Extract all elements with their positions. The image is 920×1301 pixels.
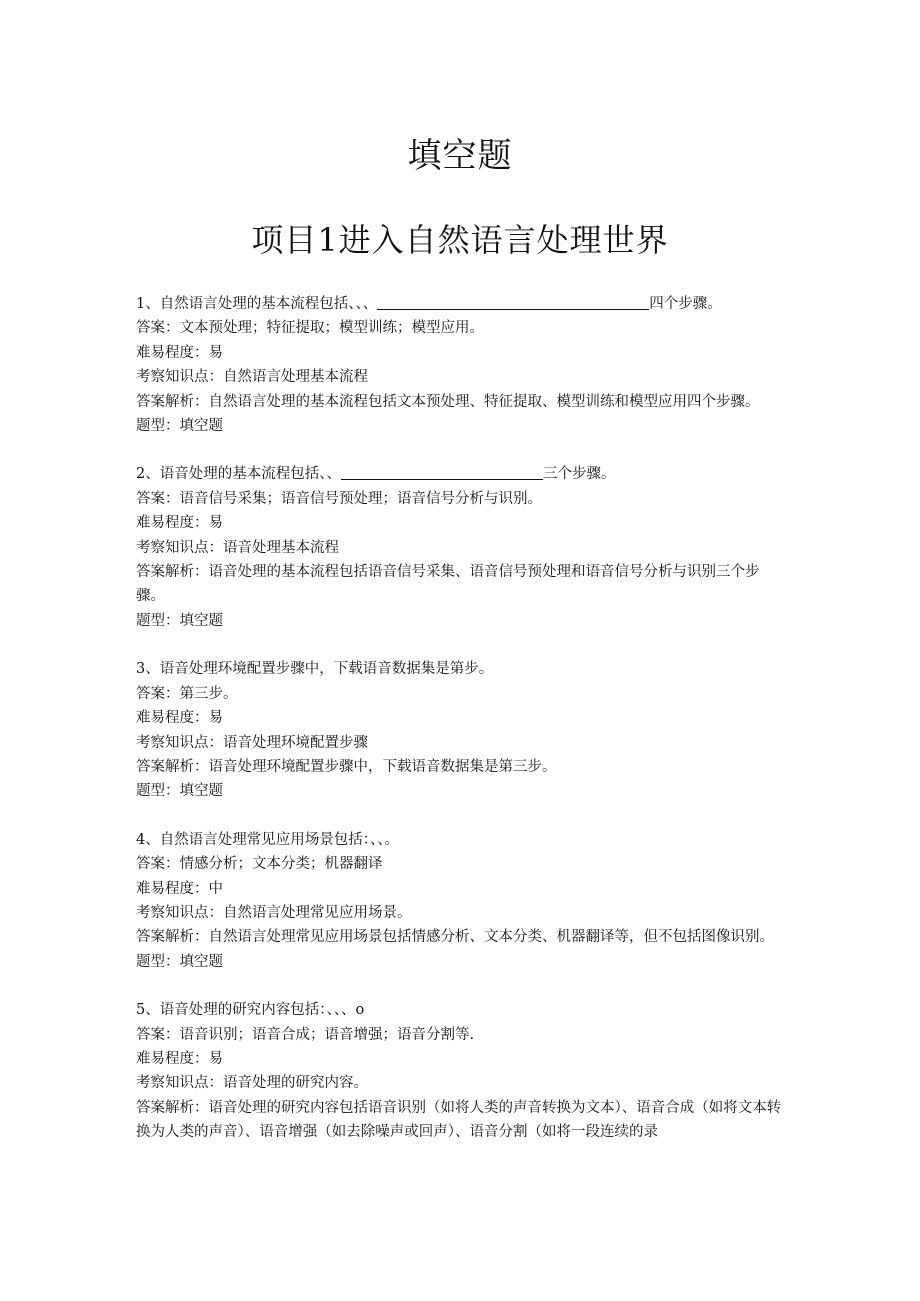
type-line: 题型：填空题 — [136, 783, 223, 800]
question-stem: 4、自然语言处理常见应用场景包括：、、。 — [136, 831, 399, 848]
answer-line: 答案：第三步。 — [136, 685, 238, 702]
difficulty-line: 难易程度：中 — [136, 880, 223, 897]
analysis-line: 答案解析：自然语言处理常见应用场景包括情感分析、文本分类、机器翻译等，但不包括图像识别。 — [136, 929, 774, 946]
answer-blank — [377, 293, 649, 310]
question-item — [136, 828, 786, 974]
type-line: 题型：填空题 — [136, 418, 223, 435]
type-line: 题型：填空题 — [136, 953, 223, 970]
type-line: 题型：填空题 — [136, 612, 223, 629]
answer-line: 答案：语音信号采集；语音信号预处理；语音信号分析与识别。 — [136, 490, 542, 507]
difficulty-line: 难易程度：易 — [136, 710, 223, 727]
knowledge-line: 考察知识点：自然语言处理常见应用场景。 — [136, 904, 412, 921]
knowledge-line: 考察知识点：语音处理环境配置步骤 — [136, 734, 368, 751]
answer-line: 答案：文本预处理；特征提取；模型训练；模型应用。 — [136, 320, 484, 337]
question-stem: 1、自然语言处理的基本流程包括、、、 四个步骤。 — [136, 292, 786, 316]
question-item — [136, 462, 786, 633]
question-stem: 5、语音处理的研究内容包括：、、、o — [136, 1002, 365, 1019]
knowledge-line: 考察知识点：语音处理基本流程 — [136, 539, 339, 556]
question-stem: 3、语音处理环境配置步骤中，下载语音数据集是第步。 — [136, 661, 494, 678]
analysis-line: 答案解析：语音处理的基本流程包括语音信号采集、语音信号预处理和语音信号分析与识别三个步骤。 — [136, 564, 760, 605]
analysis-line: 答案解析：语音处理环境配置步骤中，下载语音数据集是第三步。 — [136, 758, 557, 775]
page-title: 填空题 — [407, 136, 513, 176]
knowledge-line: 考察知识点：自然语言处理基本流程 — [136, 369, 368, 386]
project-heading: 项目1进入自然语言处理世界 — [251, 221, 669, 259]
question-item — [136, 998, 786, 1144]
knowledge-line: 考察知识点：语音处理的研究内容。 — [136, 1075, 368, 1092]
difficulty-line: 难易程度：易 — [136, 515, 223, 532]
answer-line: 答案：情感分析；文本分类；机器翻译 — [136, 856, 383, 873]
analysis-line: 答案解析：语音处理的研究内容包括语音识别（如将人类的声音转换为文本）、语音合成（如将文本转换为人类的声音）、语音增强（如去除噪声或回声）、语音分割（如将一段连续的录 — [136, 1099, 782, 1141]
question-item — [136, 292, 786, 438]
answer-line: 答案：语音识别；语音合成；语音增强；语音分割等. — [136, 1026, 475, 1043]
difficulty-line: 难易程度：易 — [136, 1050, 223, 1067]
question-list — [136, 292, 786, 1169]
difficulty-line: 难易程度：易 — [136, 344, 223, 361]
question-stem: 2、语音处理的基本流程包括、、 三个步骤。 — [136, 462, 786, 486]
question-item — [136, 657, 786, 803]
analysis-line: 答案解析：自然语言处理的基本流程包括文本预处理、特征提取、模型训练和模型应用四个步骤。 — [136, 393, 760, 410]
answer-blank — [341, 463, 543, 480]
